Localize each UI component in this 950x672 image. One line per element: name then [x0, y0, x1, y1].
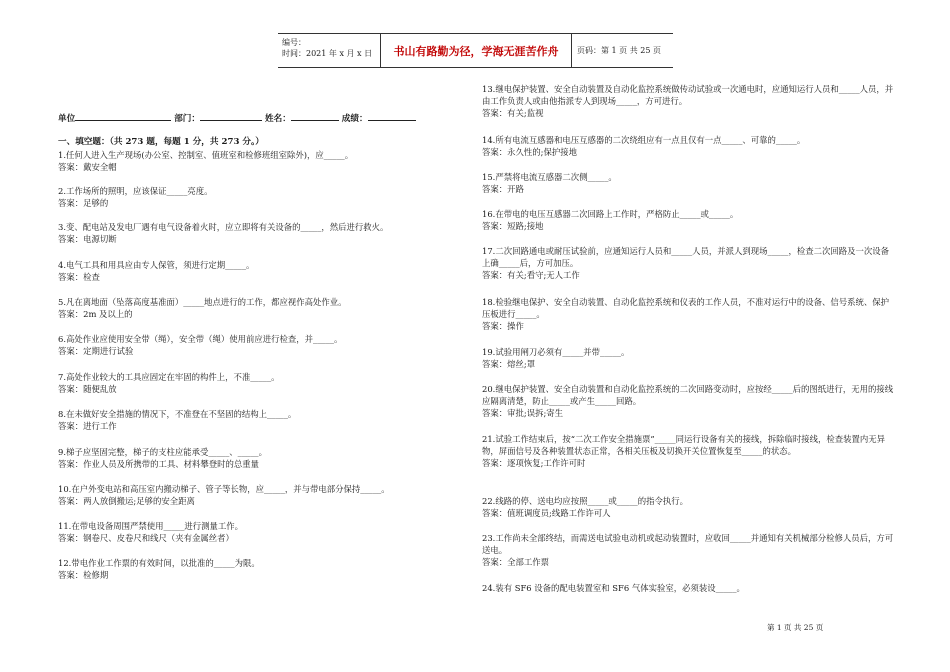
answer-text: 答案：2m 及以上的: [58, 309, 133, 319]
question-item: [482, 134, 894, 158]
header-meta: [278, 34, 381, 67]
answer-text: 答案：逐项恢复;工作许可时: [482, 458, 586, 468]
unit-label: 单位: [58, 114, 76, 124]
question-text: 9.梯子应坚固完整，梯子的支柱应能承受_____、_____。: [58, 447, 267, 457]
answer-text: 答案：足够的: [58, 198, 109, 208]
score-blank: [368, 111, 416, 121]
question-item: [58, 296, 468, 320]
answer-text: 答案：全部工作票: [482, 557, 549, 567]
question-item: [482, 582, 894, 594]
question-text: 5.凡在离地面（坠落高度基准面）_____地点进行的工作，都应视作高处作业。: [58, 297, 347, 307]
document-header: [278, 33, 673, 68]
question-item: [58, 149, 468, 173]
header-motto: 书山有路勤为径，学海无涯苦作舟: [381, 34, 572, 67]
answer-text: 答案：戴安全帽: [58, 162, 117, 172]
question-item: [58, 483, 468, 507]
question-item: [58, 557, 468, 581]
question-text: 1.任何人进入生产现场(办公室、控制室、值班室和检修班组室除外)，应_____。: [58, 150, 354, 160]
question-text: 16.在带电的电压互感器二次回路上工作时，严格防止_____或_____。: [482, 209, 739, 219]
question-item: [482, 532, 894, 568]
answer-text: 答案：随便乱放: [58, 384, 117, 394]
question-item: [482, 296, 894, 332]
question-item: [58, 371, 468, 395]
answer-text: 答案：有关;看守;无人工作: [482, 270, 580, 280]
question-item: [58, 185, 468, 209]
question-text: 12.带电作业工作票的有效时间，以批准的_____为限。: [58, 558, 260, 568]
question-text: 17.二次回路通电或耐压试验前，应通知运行人员和_____人员，并派人到现场_____，检查二次回路及一次设备上确_____后，方可加压。: [482, 246, 889, 268]
question-item: [482, 433, 894, 469]
answer-text: 答案：永久性的;保护接地: [482, 147, 577, 157]
question-item: [482, 495, 894, 519]
question-item: [58, 408, 468, 432]
answer-text: 答案：检修期: [58, 570, 109, 580]
question-item: [58, 259, 468, 283]
dept-blank: [200, 111, 262, 121]
question-item: [58, 333, 468, 357]
code-label: 编号：: [282, 38, 306, 47]
question-item: [58, 221, 468, 245]
question-item: [482, 245, 894, 281]
name-blank: [291, 111, 339, 121]
answer-text: 答案：短路;接地: [482, 221, 544, 231]
answer-text: 答案：进行工作: [58, 421, 117, 431]
question-text: 18.检验继电保护、安全自动装置、自动化监控系统和仪表的工作人员，不准对运行中的设备、信号系统、保护压板进行_____。: [482, 297, 889, 319]
question-text: 7.高处作业较大的工具应固定在牢固的构件上，不准_____。: [58, 372, 280, 382]
question-text: 15.严禁将电流互感器二次侧_____。: [482, 172, 617, 182]
score-label: 成绩：: [341, 114, 368, 124]
dept-label: 部门：: [174, 114, 200, 124]
question-text: 22.线路的停、送电均应按照_____或_____的指令执行。: [482, 496, 688, 506]
question-item: [482, 83, 894, 119]
question-item: [482, 383, 894, 419]
answer-text: 答案：检查: [58, 272, 100, 282]
header-page-label: 页码：第 1 页 共 25 页: [577, 46, 661, 55]
answer-text: 答案：钢卷尺、皮卷尺和线尺（夹有金属丝者）: [58, 533, 234, 543]
question-text: 20.继电保护装置、安全自动装置和自动化监控系统的二次回路变动时，应按经_____后的图纸进行，无用的接线应隔离清楚，防止_____或产生_____回路。: [482, 384, 894, 406]
name-label: 姓名：: [265, 114, 291, 124]
answer-text: 答案：有关;监视: [482, 108, 544, 118]
question-text: 14.所有电流互感器和电压互感器的二次绕组应有一点且仅有一点_____、可靠的_____。: [482, 135, 806, 145]
answer-text: 答案：值班调度员;线路工作许可人: [482, 508, 611, 518]
question-text: 4.电气工具和用具应由专人保管，须进行定期_____。: [58, 260, 255, 270]
answer-text: 答案：电源切断: [58, 234, 117, 244]
unit-blank: [75, 111, 171, 121]
answer-text: 答案：定期进行试验: [58, 346, 134, 356]
question-item: [482, 346, 894, 370]
question-text: 8.在未做好安全措施的情况下，不准登在不坚固的结构上_____。: [58, 409, 297, 419]
question-text: 21.试验工作结束后，按“二次工作安全措施票”_____同运行设备有关的接线，拆除临时接线，检查装置内无异物，屏面信号及各种装置状态正常，各相关压板及切换开关位置恢复至_____的状态。: [482, 434, 885, 456]
answer-text: 答案：熔丝;罩: [482, 359, 536, 369]
section-title: 一、填空题：（共 273 题，每题 1 分，共 273 分。）: [58, 137, 264, 147]
question-item: [482, 208, 894, 232]
answer-text: 答案：审批;误拆;寄生: [482, 408, 564, 418]
time-label: 时间：2021 年 x 月 x 日: [282, 49, 373, 58]
question-item: [58, 446, 468, 470]
question-text: 11.在带电设备周围严禁使用_____进行测量工作。: [58, 521, 244, 531]
question-text: 10.在户外变电站和高压室内搬动梯子、管子等长物，应_____，并与带电部分保持_____。: [58, 484, 390, 494]
question-text: 13.继电保护装置、安全自动装置及自动化监控系统做传动试验或一次通电时，应通知运行人员和_____人员，并由工作负责人或由他指派专人到现场_____，方可进行。: [482, 84, 894, 106]
question-text: 24.装有 SF6 设备的配电装置室和 SF6 气体实验室，必须装设_____。: [482, 583, 745, 593]
exam-info-line: [58, 111, 416, 124]
answer-text: 答案：两人放倒搬运;足够的安全距离: [58, 496, 195, 506]
answer-text: 答案：作业人员及所携带的工具、材料攀登时的总重量: [58, 459, 259, 469]
question-text: 2.工作场所的照明，应该保证_____亮度。: [58, 186, 213, 196]
question-text: 6.高处作业应使用安全带（绳），安全带（绳）使用前应进行检查，并_____。: [58, 334, 343, 344]
question-text: 23.工作尚未全部终结，而需送电试验电动机或起动装置时，应收回_____并通知有关机械部分检修人员后，方可送电。: [482, 533, 894, 555]
question-item: [58, 520, 468, 544]
question-text: 3.变、配电站及发电厂遇有电气设备着火时，应立即将有关设备的_____，然后进行救火。: [58, 222, 389, 232]
question-text: 19.试验用闸刀必须有_____并带_____。: [482, 347, 630, 357]
answer-text: 答案：操作: [482, 321, 524, 331]
page-footer: 第 1 页 共 25 页: [767, 623, 824, 632]
question-item: [482, 171, 894, 195]
answer-text: 答案：开路: [482, 184, 524, 194]
